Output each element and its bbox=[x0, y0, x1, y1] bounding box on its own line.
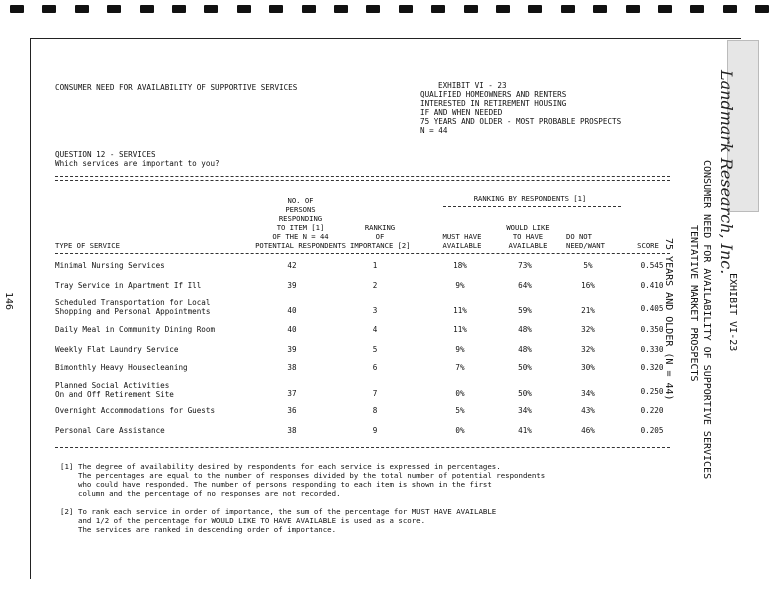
binding-hole bbox=[107, 5, 121, 13]
score-value: 0.410 bbox=[640, 281, 664, 290]
footnote-2 bbox=[60, 507, 545, 534]
persons-value: 36 bbox=[287, 406, 297, 415]
document-title: CONSUMER NEED FOR AVAILABILITY OF SUPPORTIVE SERVICES bbox=[55, 83, 298, 92]
donot-value: 5% bbox=[583, 261, 593, 270]
header-line: RANKING bbox=[364, 223, 396, 232]
would-value: 59% bbox=[518, 306, 532, 315]
persons-value: 42 bbox=[287, 261, 297, 270]
must-value: 5% bbox=[455, 406, 465, 415]
binding-hole bbox=[690, 5, 704, 13]
persons-value: 37 bbox=[287, 389, 297, 398]
donot-value: 46% bbox=[581, 426, 595, 435]
binding-hole bbox=[496, 5, 510, 13]
header-line: PERSONS bbox=[285, 205, 316, 214]
header-line: OF THE N = 44 bbox=[272, 232, 329, 241]
persons-value: 40 bbox=[287, 325, 297, 334]
persons-value: 39 bbox=[287, 345, 297, 354]
exhibit-line: IF AND WHEN NEEDED bbox=[420, 108, 503, 117]
binding-hole bbox=[302, 5, 316, 13]
footnote-line: and 1/2 of the percentage for WOULD LIKE TO HAVE AVAILABLE is used as a score. bbox=[78, 516, 426, 525]
spiral-binding bbox=[0, 0, 777, 22]
donot-value: 32% bbox=[581, 325, 595, 334]
score-value: 0.350 bbox=[640, 325, 664, 334]
binding-hole bbox=[172, 5, 186, 13]
score-value: 0.320 bbox=[640, 363, 664, 372]
service-name: Bimonthly Heavy Housecleaning bbox=[55, 363, 188, 372]
double-rule bbox=[55, 176, 670, 181]
donot-value: 34% bbox=[581, 389, 595, 398]
rank-value: 9 bbox=[372, 426, 378, 435]
binding-hole bbox=[626, 5, 640, 13]
must-value: 9% bbox=[455, 345, 465, 354]
binding-hole bbox=[237, 5, 251, 13]
persons-value: 38 bbox=[287, 363, 297, 372]
binding-hole bbox=[593, 5, 607, 13]
service-name: Planned Social Activities On and Off Retirement Site bbox=[55, 381, 174, 399]
binding-hole bbox=[658, 5, 672, 13]
exhibit-line: INTERESTED IN RETIREMENT HOUSING bbox=[420, 99, 567, 108]
binding-hole bbox=[42, 5, 56, 13]
header-type-of-service: TYPE OF SERVICE bbox=[55, 241, 120, 250]
header-rule bbox=[55, 253, 670, 254]
service-name: Overnight Accommodations for Guests bbox=[55, 406, 216, 415]
header-score: SCORE bbox=[637, 241, 659, 250]
service-name: Minimal Nursing Services bbox=[55, 261, 165, 270]
donot-value: 16% bbox=[581, 281, 595, 290]
score-value: 0.405 bbox=[640, 304, 664, 313]
header-line: DO NOT bbox=[566, 232, 592, 241]
binding-hole bbox=[528, 5, 542, 13]
score-value: 0.250 bbox=[640, 387, 664, 396]
score-value: 0.205 bbox=[640, 426, 664, 435]
footnote-line: who could have responded. The number of persons responding to each item is shown in the first bbox=[78, 480, 492, 489]
exhibit-line: 75 YEARS AND OLDER - MOST PROBABLE PROSPECTS bbox=[420, 117, 622, 126]
persons-value: 38 bbox=[287, 426, 297, 435]
header-persons bbox=[248, 196, 353, 250]
exhibit-line: N = 44 bbox=[420, 126, 448, 135]
header-line: TO ITEM [1] bbox=[276, 223, 325, 232]
footnote-mark: [1] bbox=[60, 462, 74, 471]
footnote-line: The services are ranked in descending order of importance. bbox=[78, 525, 337, 534]
donot-value: 21% bbox=[581, 306, 595, 315]
header-line: AVAILABLE bbox=[442, 241, 482, 250]
must-value: 18% bbox=[453, 261, 467, 270]
rank-value: 2 bbox=[372, 281, 378, 290]
binding-hole bbox=[75, 5, 89, 13]
would-value: 41% bbox=[518, 426, 532, 435]
header-do-not bbox=[566, 232, 626, 250]
question-number: QUESTION 12 - SERVICES bbox=[55, 150, 156, 159]
must-value: 11% bbox=[453, 325, 467, 334]
header-line: TO HAVE bbox=[512, 232, 544, 241]
side-caption-exhibit: EXHIBIT VI-23 bbox=[727, 273, 738, 352]
page-number: 146 bbox=[3, 292, 14, 311]
service-name: Daily Meal in Community Dining Room bbox=[55, 325, 216, 334]
rank-value: 8 bbox=[372, 406, 378, 415]
binding-hole bbox=[204, 5, 218, 13]
footnotes bbox=[60, 462, 545, 543]
must-value: 11% bbox=[453, 306, 467, 315]
must-value: 0% bbox=[455, 426, 465, 435]
would-value: 73% bbox=[518, 261, 532, 270]
donot-value: 32% bbox=[581, 345, 595, 354]
side-caption-title: CONSUMER NEED FOR AVAILABILITY OF SUPPORTIVE SERVICES bbox=[701, 160, 712, 480]
score-value: 0.545 bbox=[640, 261, 664, 270]
header-line: NEED/WANT bbox=[566, 241, 605, 250]
header-ranking bbox=[350, 223, 410, 250]
header-line: POTENTIAL RESPONDENTS bbox=[255, 241, 346, 250]
score-value: 0.220 bbox=[640, 406, 664, 415]
header-line: NO. OF bbox=[287, 196, 314, 205]
binding-hole bbox=[140, 5, 154, 13]
service-name: Tray Service in Apartment If Ill bbox=[55, 281, 202, 290]
exhibit-line: EXHIBIT VI - 23 bbox=[438, 81, 507, 90]
must-value: 7% bbox=[455, 363, 465, 372]
header-ranking-group: RANKING BY RESPONDENTS [1] bbox=[473, 194, 587, 203]
footnote-line: The percentages are equal to the number of responses divided by the total number of potential respondents bbox=[78, 471, 546, 480]
persons-value: 39 bbox=[287, 281, 297, 290]
service-name: Weekly Flat Laundry Service bbox=[55, 345, 179, 354]
rank-value: 6 bbox=[372, 363, 378, 372]
score-value: 0.330 bbox=[640, 345, 664, 354]
footnote-mark: [2] bbox=[60, 507, 74, 516]
donot-value: 43% bbox=[581, 406, 595, 415]
table-bottom-rule bbox=[55, 447, 670, 448]
persons-value: 40 bbox=[287, 306, 297, 315]
donot-value: 30% bbox=[581, 363, 595, 372]
header-line: AVAILABLE bbox=[508, 241, 548, 250]
side-caption-subtitle: TENTATIVE MARKET PROSPECTS bbox=[688, 225, 699, 382]
would-value: 34% bbox=[518, 406, 532, 415]
would-value: 64% bbox=[518, 281, 532, 290]
rank-value: 5 bbox=[372, 345, 378, 354]
binding-hole bbox=[10, 5, 24, 13]
binding-hole bbox=[334, 5, 348, 13]
footnote-line: To rank each service in order of importance, the sum of the percentage for MUST HAVE AVAILABLE bbox=[78, 507, 497, 516]
header-line: RESPONDING bbox=[278, 214, 323, 223]
would-value: 50% bbox=[518, 389, 532, 398]
header-line: OF bbox=[375, 232, 385, 241]
binding-hole bbox=[399, 5, 413, 13]
header-line: WOULD LIKE bbox=[506, 223, 550, 232]
would-value: 50% bbox=[518, 363, 532, 372]
exhibit-header bbox=[420, 81, 621, 135]
rank-value: 3 bbox=[372, 306, 378, 315]
question-text: Which services are important to you? bbox=[55, 159, 220, 168]
rank-value: 7 bbox=[372, 389, 378, 398]
binding-hole bbox=[366, 5, 380, 13]
binding-hole bbox=[561, 5, 575, 13]
binding-hole bbox=[431, 5, 445, 13]
binding-hole bbox=[755, 5, 769, 13]
rank-value: 1 bbox=[372, 261, 378, 270]
service-name: Scheduled Transportation for Local Shopping and Personal Appointments bbox=[55, 298, 211, 316]
exhibit-line: QUALIFIED HOMEOWNERS AND RENTERS bbox=[420, 90, 567, 99]
header-would-like bbox=[498, 223, 558, 250]
would-value: 48% bbox=[518, 345, 532, 354]
company-logo: Landmark Research, Inc. bbox=[717, 70, 736, 275]
rank-value: 4 bbox=[372, 325, 378, 334]
footnote-1 bbox=[60, 462, 545, 498]
would-value: 48% bbox=[518, 325, 532, 334]
footnote-line: The degree of availability desired by respondents for each service is expressed in percentages. bbox=[78, 462, 501, 471]
header-must-have bbox=[432, 232, 492, 250]
side-caption-population: 75 YEARS AND OLDER (N = 44) bbox=[663, 238, 674, 401]
binding-hole bbox=[464, 5, 478, 13]
service-name: Personal Care Assistance bbox=[55, 426, 165, 435]
must-value: 0% bbox=[455, 389, 465, 398]
group-rule bbox=[443, 206, 621, 207]
must-value: 9% bbox=[455, 281, 465, 290]
header-line: MUST HAVE bbox=[442, 232, 482, 241]
binding-hole bbox=[723, 5, 737, 13]
footnote-line: column and the percentage of no responses are not recorded. bbox=[78, 489, 341, 498]
binding-hole bbox=[269, 5, 283, 13]
header-line: IMPORTANCE [2] bbox=[350, 241, 411, 250]
